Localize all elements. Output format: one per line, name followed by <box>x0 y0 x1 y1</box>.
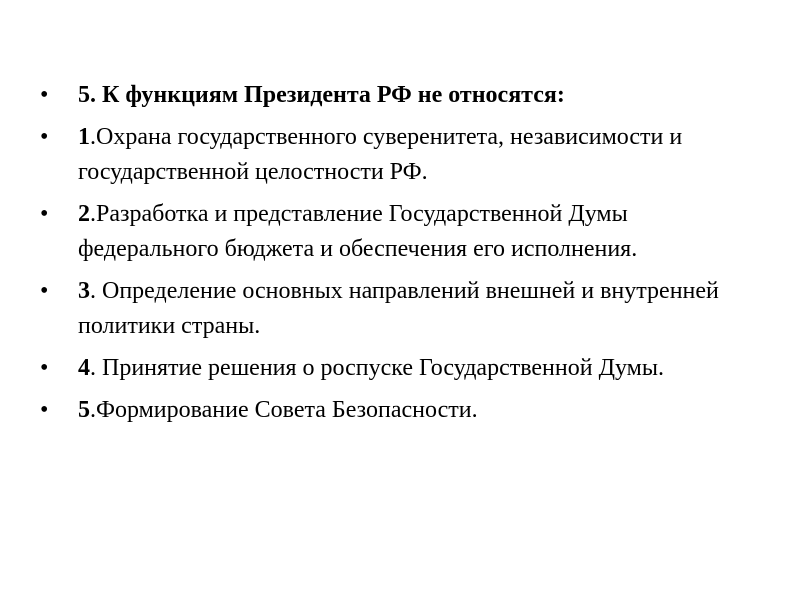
item-number: 3 <box>78 278 90 304</box>
item-text: .Охрана государственного суверенитета, независимости и государственной целостности РФ. <box>78 124 683 185</box>
list-item <box>36 351 766 386</box>
list-item <box>36 393 766 428</box>
bullet-icon: • <box>40 124 49 150</box>
bullet-icon: • <box>40 278 49 304</box>
bullet-icon: • <box>40 397 49 423</box>
bullet-icon: • <box>40 82 49 108</box>
item-number: 2 <box>78 201 90 227</box>
heading-item <box>36 78 766 113</box>
bullet-icon: • <box>40 355 49 381</box>
item-text: . Определение основных направлений внешней и внутренней политики страны. <box>78 278 719 339</box>
item-number: 1 <box>78 124 90 150</box>
bullet-list <box>36 78 766 435</box>
item-text: . Принятие решения о роспуске Государственной Думы. <box>90 355 664 381</box>
list-item <box>36 197 766 267</box>
item-number: 4 <box>78 355 90 381</box>
item-number: 5 <box>78 397 90 423</box>
item-text: .Формирование Совета Безопасности. <box>90 397 478 423</box>
question-heading: 5. К функциям Президента РФ не относятся: <box>78 82 565 108</box>
list-item <box>36 274 766 344</box>
item-text: .Разработка и представление Государственной Думы федерального бюджета и обеспечения его исполнения. <box>78 201 638 262</box>
bullet-icon: • <box>40 201 49 227</box>
list-item <box>36 120 766 190</box>
